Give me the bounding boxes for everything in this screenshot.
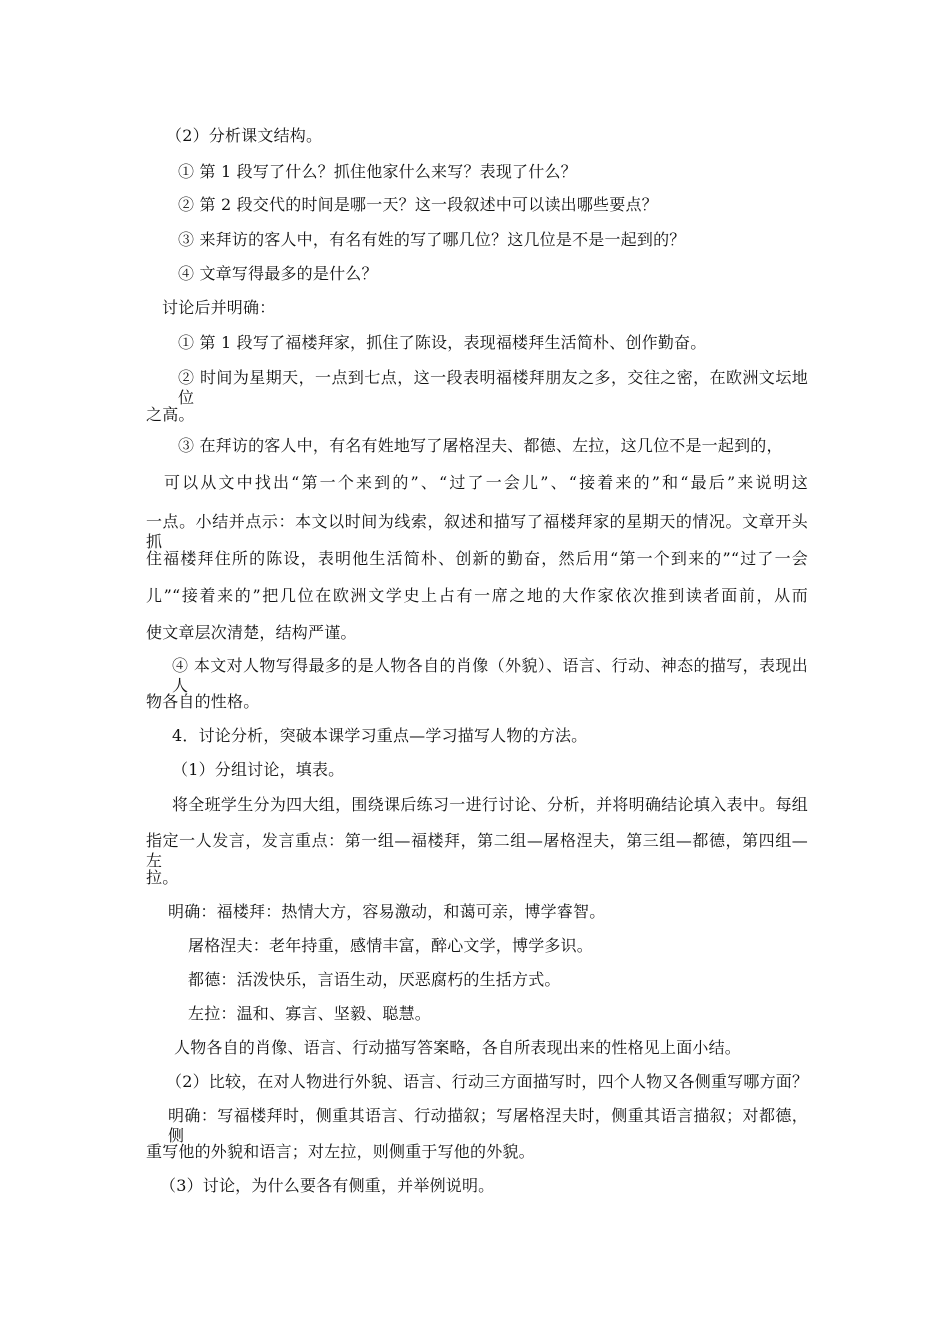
paragraph-line: （1）分组讨论，填表。 <box>172 760 345 779</box>
paragraph-line: ② 第 2 段交代的时间是哪一天？这一段叙述中可以读出哪些要点？ <box>178 195 658 214</box>
paragraph-line: 左拉：温和、寡言、坚毅、聪慧。 <box>188 1004 432 1023</box>
paragraph-line: ④ 本文对人物写得最多的是人物各自的肖像（外貌）、语言、行动、神态的描写，表现出人 <box>172 656 808 695</box>
paragraph-line: 讨论后并明确： <box>162 298 276 317</box>
paragraph-line: 将全班学生分为四大组，围绕课后练习一进行讨论、分析，并将明确结论填入表中。每组 <box>172 795 808 814</box>
paragraph-line: ③ 在拜访的客人中，有名有姓地写了屠格涅夫、都德、左拉，这几位不是一起到的， <box>178 436 783 455</box>
paragraph-line: ③ 来拜访的客人中，有名有姓的写了哪几位？这几位是不是一起到的？ <box>178 230 686 249</box>
paragraph-line: 都德：活泼快乐，言语生动，厌恶腐朽的生括方式。 <box>188 970 561 989</box>
paragraph-line: 住福楼拜住所的陈设，表明他生活简朴、创新的勤奋，然后用“第一个到来的”“过了一会 <box>146 549 808 568</box>
paragraph-line: 屠格涅夫：老年持重，感情丰富，醉心文学，博学多识。 <box>188 936 594 955</box>
paragraph-line: 儿”“接着来的”把几位在欧洲文学史上占有一席之地的大作家依次推到读者面前，从而 <box>146 586 808 605</box>
paragraph-line: 明确：福楼拜：热情大方，容易激动，和蔼可亲，博学睿智。 <box>168 902 606 921</box>
paragraph-line: ④ 文章写得最多的是什么？ <box>178 264 378 283</box>
paragraph-line: 4．讨论分析，突破本课学习重点—学习描写人物的方法。 <box>172 726 588 745</box>
paragraph-line: 物各自的性格。 <box>146 692 260 711</box>
paragraph-line: （3）讨论，为什么要各有侧重，并举例说明。 <box>160 1176 495 1195</box>
paragraph-line: 指定一人发言，发言重点：第一组—福楼拜，第二组—屠格涅夫，第三组—都德，第四组—左 <box>146 831 808 870</box>
paragraph-line: ① 第 1 段写了福楼拜家，抓住了陈设，表现福楼拜生活简朴、创作勤奋。 <box>178 333 707 352</box>
paragraph-line: 重写他的外貌和语言；对左拉，则侧重于写他的外貌。 <box>146 1142 535 1161</box>
paragraph-line: （2）分析课文结构。 <box>166 126 323 145</box>
paragraph-line: 可以从文中找出“第一个来到的”、“过了一会儿”、“接着来的”和“最后”来说明这 <box>164 473 808 492</box>
paragraph-line: 人物各自的肖像、语言、行动描写答案略，各自所表现出来的性格见上面小结。 <box>174 1038 742 1057</box>
paragraph-line: （2）比较，在对人物进行外貌、语言、行动三方面描写时，四个人物又各侧重写哪方面？ <box>166 1072 809 1091</box>
paragraph-line: 拉。 <box>146 868 179 887</box>
paragraph-line: ② 时间为星期天，一点到七点，这一段表明福楼拜朋友之多，交往之密，在欧洲文坛地位 <box>178 368 808 407</box>
paragraph-line: 使文章层次清楚，结构严谨。 <box>146 623 357 642</box>
paragraph-line: 一点。小结并点示：本文以时间为线索，叙述和描写了福楼拜家的星期天的情况。文章开头抓 <box>146 512 808 551</box>
paragraph-line: 之高。 <box>146 405 195 424</box>
paragraph-line: ① 第 1 段写了什么？抓住他家什么来写？表现了什么？ <box>178 162 577 181</box>
paragraph-line: 明确：写福楼拜时，侧重其语言、行动描叙；写屠格涅夫时，侧重其语言描叙；对都德，侧 <box>168 1106 808 1145</box>
